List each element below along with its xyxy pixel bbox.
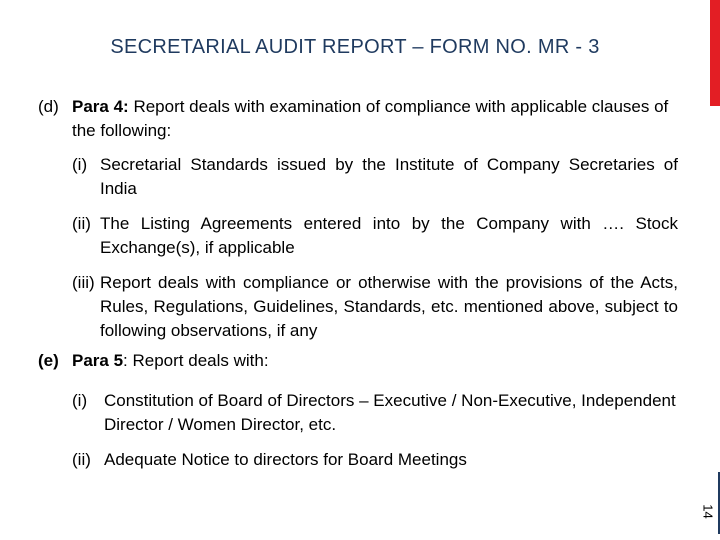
page-number: 14 (700, 504, 716, 519)
para-d-item-3-label: (iii) (72, 273, 95, 292)
para-d-item-3-text: Report deals with compliance or otherwise with the provisions of the Acts, Rules, Regulations, Guidelines, Standards, etc. mentioned above, subject to following observations, if any (100, 273, 678, 340)
para-e-item-2-label: (ii) (72, 450, 91, 469)
para-e-text: : Report deals with: (123, 351, 269, 370)
para-d-item-2 (72, 212, 678, 260)
slide-title: SECRETARIAL AUDIT REPORT – FORM NO. MR - 3 (110, 36, 600, 58)
para-d-item-1-label: (i) (72, 155, 88, 174)
para-d-item-1 (72, 153, 678, 201)
para-e-item-1-label: (i) (72, 391, 88, 410)
para-e-item-1-text: Constitution of Board of Directors – Executive / Non-Executive, Independent Director / Women Director, etc. (104, 391, 676, 434)
para-e-item-1 (72, 389, 678, 437)
para-e-heading: Para 5 (72, 351, 124, 370)
para-d-text: Report deals with examination of compliance with applicable clauses of the following: (72, 97, 669, 140)
para-e (38, 349, 684, 373)
para-d-item-2-text: The Listing Agreements entered into by the Company with …. Stock Exchange(s), if applicable (100, 214, 678, 257)
para-d-item-3 (72, 271, 678, 343)
para-d-item-1-text: Secretarial Standards issued by the Institute of Company Secretaries of India (100, 155, 678, 198)
accent-bar (710, 0, 720, 106)
para-e-label: (e) (38, 351, 59, 370)
para-e-item-2-text: Adequate Notice to directors for Board Meetings (104, 450, 467, 469)
para-e-item-2 (72, 448, 678, 472)
para-d-heading: Para 4: (72, 97, 129, 116)
para-d (38, 95, 684, 143)
para-d-label: (d) (38, 97, 59, 116)
para-d-item-2-label: (ii) (72, 214, 91, 233)
